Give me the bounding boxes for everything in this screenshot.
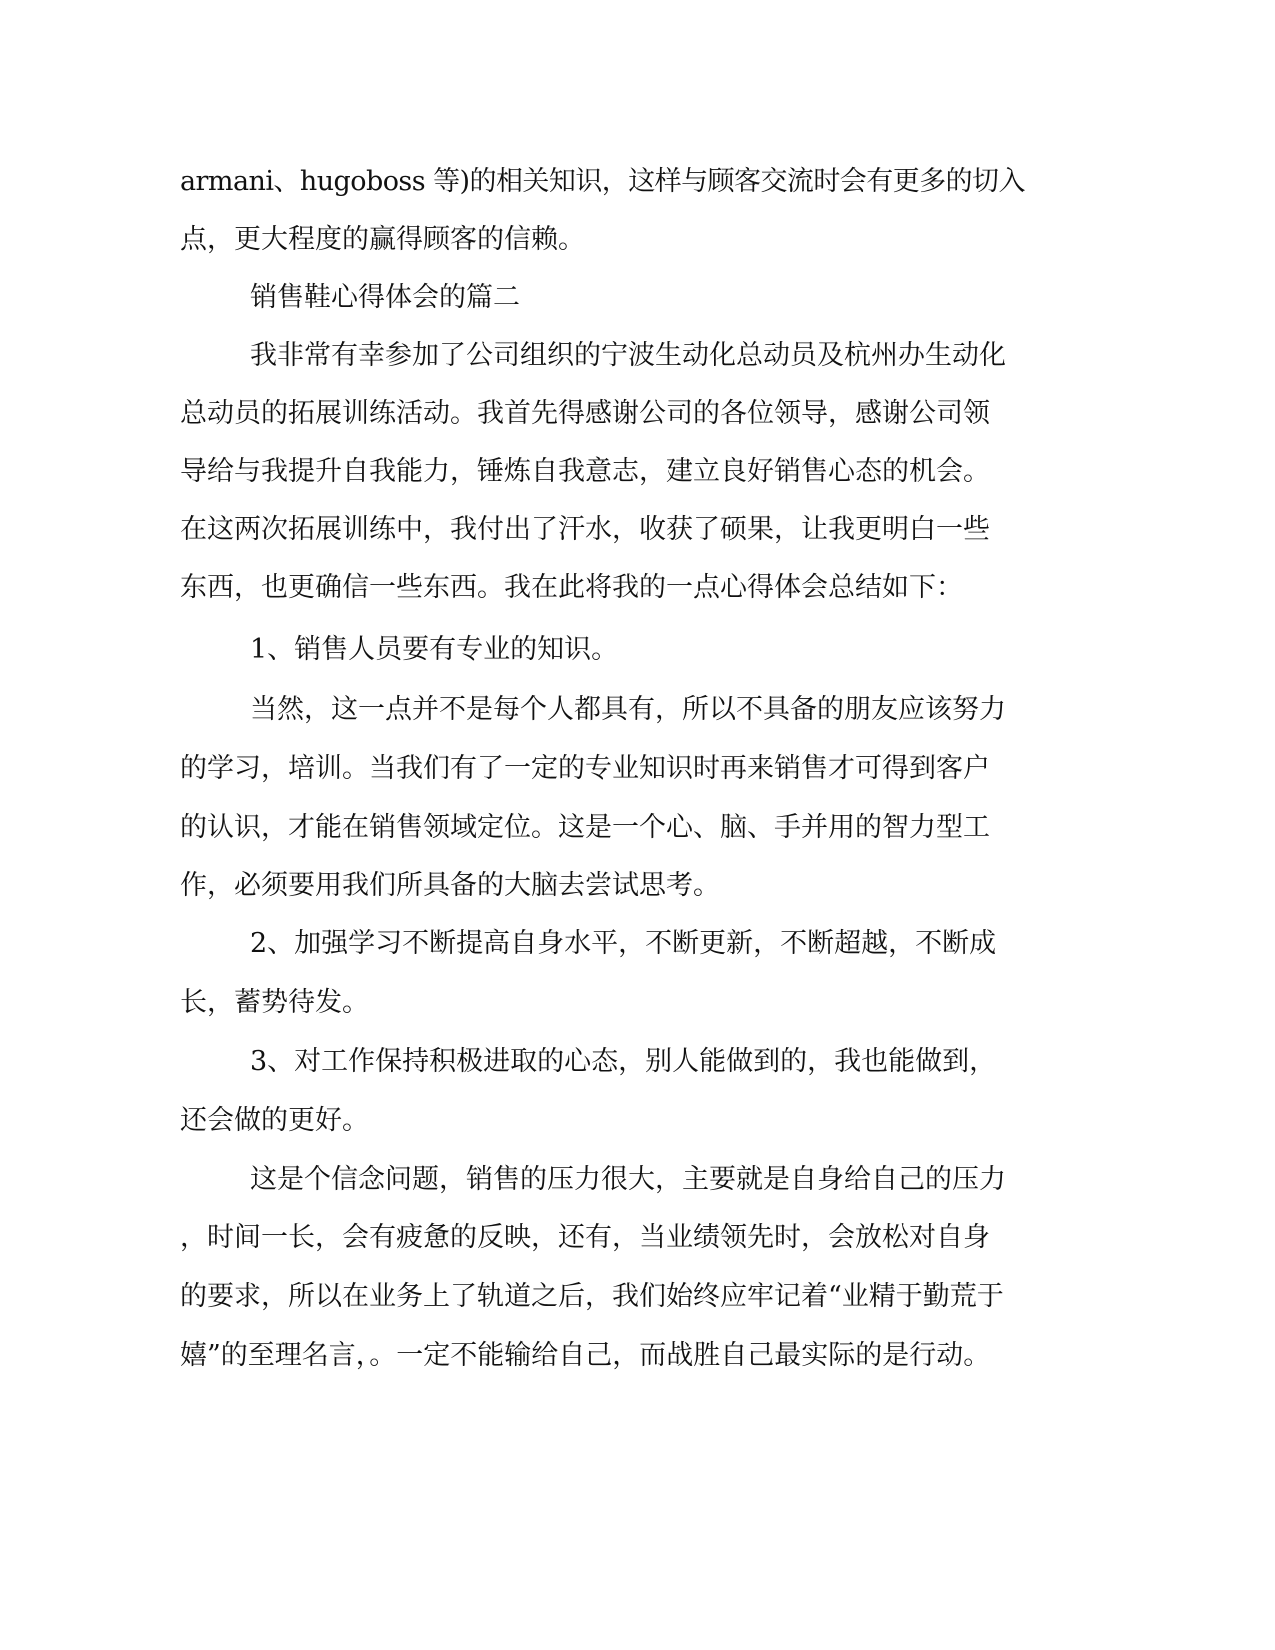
paragraph-line: 的认识，才能在销售领域定位。这是一个心、脑、手并用的智力型工: [180, 812, 990, 843]
list-item-heading: 3、对工作保持积极进取的心态，别人能做到的，我也能做到，: [250, 1046, 997, 1077]
list-item-heading: 1、销售人员要有专业的知识。: [250, 634, 619, 665]
paragraph-line: 当然，这一点并不是每个人都具有，所以不具备的朋友应该努力: [250, 694, 1006, 725]
paragraph-line: 导给与我提升自我能力，锤炼自我意志，建立良好销售心态的机会。: [180, 456, 990, 487]
section-heading: 销售鞋心得体会的篇二: [250, 282, 520, 313]
paragraph-line: 在这两次拓展训练中，我付出了汗水，收获了硕果，让我更明白一些: [180, 514, 990, 545]
paragraph-line: ，时间一长，会有疲惫的反映，还有，当业绩领先时，会放松对自身: [180, 1222, 990, 1253]
paragraph-line: 还会做的更好。: [180, 1105, 369, 1136]
paragraph-line: 点，更大程度的赢得顾客的信赖。: [180, 224, 585, 255]
paragraph-line: 嬉”的至理名言，。一定不能输给自己，而战胜自己最实际的是行动。: [180, 1340, 991, 1371]
paragraph-line: 长，蓄势待发。: [180, 987, 369, 1018]
paragraph-line: 东西，也更确信一些东西。我在此将我的一点心得体会总结如下：: [180, 572, 963, 603]
paragraph-line: 作，必须要用我们所具备的大脑去尝试思考。: [180, 870, 720, 901]
paragraph-line: 我非常有幸参加了公司组织的宁波生动化总动员及杭州办生动化: [250, 340, 1006, 371]
list-item-heading: 2、加强学习不断提高自身水平，不断更新，不断超越，不断成: [250, 928, 997, 959]
paragraph-line: 的学习，培训。当我们有了一定的专业知识时再来销售才可得到客户: [180, 753, 990, 784]
paragraph-line: 总动员的拓展训练活动。我首先得感谢公司的各位领导，感谢公司领: [180, 398, 990, 429]
paragraph-line: 的要求，所以在业务上了轨道之后，我们始终应牢记着“业精于勤荒于: [180, 1281, 1004, 1312]
paragraph-line: armani、hugoboss 等)的相关知识，这样与顾客交流时会有更多的切入: [180, 166, 1025, 197]
paragraph-line: 这是个信念问题，销售的压力很大，主要就是自身给自己的压力: [250, 1164, 1006, 1195]
